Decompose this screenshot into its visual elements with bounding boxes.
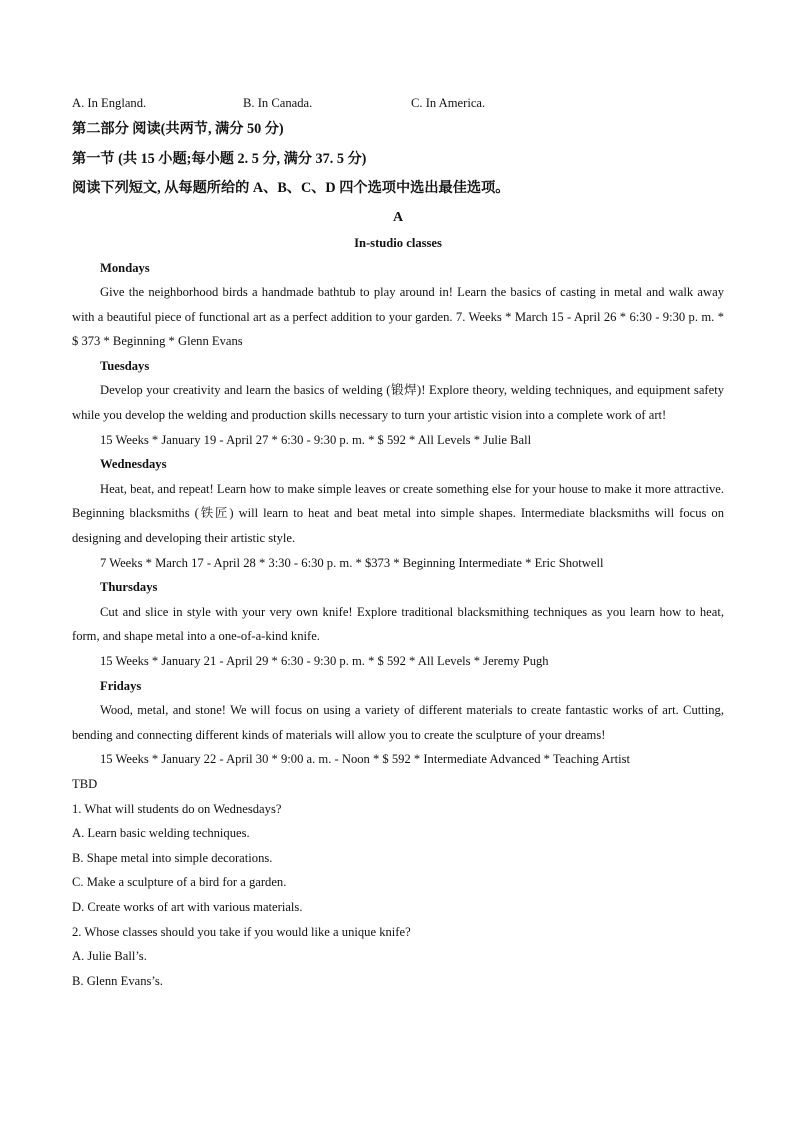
day-block-thursdays	[72, 575, 724, 673]
day-block-fridays	[72, 674, 724, 797]
answer-option: C. Make a sculpture of a bird for a garden.	[72, 875, 287, 890]
answer-option: B. Shape metal into simple decorations.	[72, 850, 273, 865]
question-2	[72, 920, 724, 994]
class-description: Develop your creativity and learn the basics of welding (锻焊)! Explore theory, welding techniques, and equipment safety while you develop the welding and production skills necessary to turn your artistic vision into a complete work of art!	[72, 383, 724, 423]
page-content	[72, 91, 724, 993]
passage-title: In-studio classes	[354, 235, 442, 250]
class-description: Heat, beat, and repeat! Learn how to make simple leaves or create something else for your house to make it more attractive. Beginning blacksmiths (铁匠) will learn to heat and beat metal into simple shapes. Intermediate blacksmiths will focus on designing and developing their artistic style.	[72, 481, 724, 546]
previous-question-options	[72, 91, 724, 115]
option-b: B. In Canada.	[243, 96, 313, 110]
class-description: Cut and slice in style with your very own knife! Explore traditional blacksmithing techniques as you learn how to heat, form, and shape metal into a one-of-a-kind knife.	[72, 604, 724, 644]
section-header: 第二部分 阅读(共两节, 满分 50 分)	[72, 121, 284, 137]
instructions: 阅读下列短文, 从每题所给的 A、B、C、D 四个选项中选出最佳选项。	[72, 180, 510, 196]
day-block-wednesdays	[72, 452, 724, 575]
class-info: 15 Weeks * January 21 - April 29 * 6:30 - 9:30 p. m. * $ 592 * All Levels * Jeremy Pugh	[100, 654, 549, 668]
question-stem: 1. What will students do on Wednesdays?	[72, 801, 282, 816]
answer-option: A. Learn basic welding techniques.	[72, 826, 250, 841]
class-info-continued: TBD	[72, 776, 98, 791]
day-block-mondays	[72, 256, 724, 354]
option-a: A. In England.	[72, 96, 147, 110]
answer-option: D. Create works of art with various materials.	[72, 899, 303, 914]
question-stem: 2. Whose classes should you take if you would like a unique knife?	[72, 924, 411, 939]
class-info: 15 Weeks * January 19 - April 27 * 6:30 - 9:30 p. m. * $ 592 * All Levels * Julie Ball	[100, 432, 532, 447]
day-block-tuesdays	[72, 354, 724, 452]
option-c: C. In America.	[411, 96, 486, 110]
day-heading: Mondays	[100, 260, 150, 275]
class-info: 7 Weeks * March 17 - April 28 * 3:30 - 6:30 p. m. * $373 * Beginning Intermediate * Eric Shotwell	[100, 555, 604, 570]
class-description: Wood, metal, and stone! We will focus on using a variety of different materials to create fantastic works of art. Cutting, bending and connecting different kinds of materials will allow you to create the sculpture of your dreams!	[72, 703, 724, 742]
question-1	[72, 797, 724, 920]
day-heading: Tuesdays	[100, 358, 150, 373]
answer-option: B. Glenn Evans’s.	[72, 973, 163, 988]
class-description: Give the neighborhood birds a handmade bathtub to play around in! Learn the basics of casting in metal and walk away with a beautiful piece of functional art as a perfect addition to your garden. 7. Weeks * March 15 - April 26 * 6:30 - 9:30 p. m. * $ 373 * Beginning * Glenn Evans	[72, 285, 724, 349]
answer-option: A. Julie Ball’s.	[72, 949, 147, 964]
day-heading: Wednesdays	[100, 457, 167, 472]
passage-letter: A	[392, 209, 404, 225]
day-heading: Fridays	[100, 678, 142, 693]
day-heading: Thursdays	[100, 580, 158, 595]
subsection-header: 第一节 (共 15 小题;每小题 2. 5 分, 满分 37. 5 分)	[72, 150, 367, 167]
class-info: 15 Weeks * January 22 - April 30 * 9:00 a. m. - Noon * $ 592 * Intermediate Advanced * Teaching Artist	[100, 752, 630, 767]
